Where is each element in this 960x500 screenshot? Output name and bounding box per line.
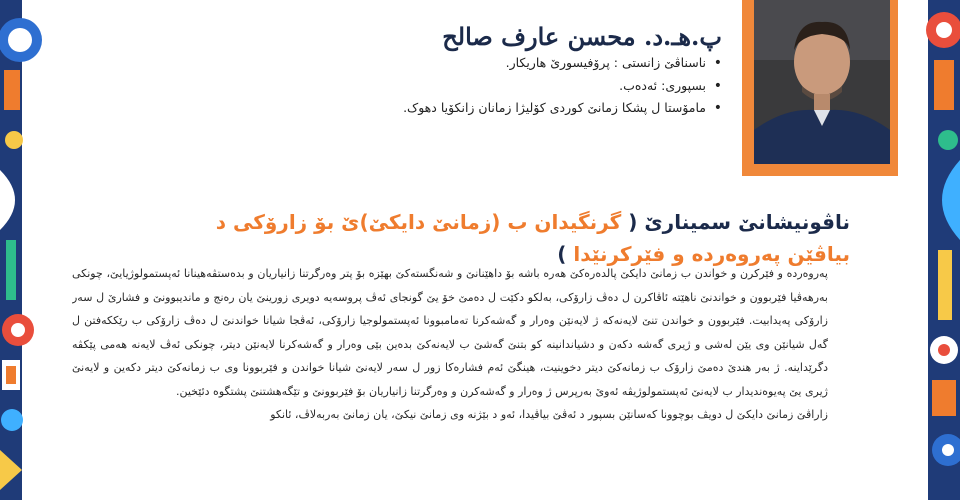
seminar-label: ناڤونیشانێ سمینارێ xyxy=(644,210,850,234)
bio-item-title: • ناسناڤێ زانستی : پرۆفیسورێ هاریکار. xyxy=(302,52,722,75)
right-decorative-border xyxy=(904,0,960,500)
portrait-photo xyxy=(754,0,890,164)
seminar-body xyxy=(72,262,828,500)
seminar-close-paren: ) xyxy=(557,242,567,266)
seminar-open-paren: ( xyxy=(628,210,638,234)
left-decorative-border xyxy=(0,0,56,500)
bio-item-position: • مامۆستا ل پشکا زمانێ کوردی کۆلیژا زمانان زانکۆیا دهوک. xyxy=(302,97,722,120)
bio-item-specialty: • بسپوری: ئەدەب. xyxy=(302,75,722,98)
bio-list xyxy=(302,52,722,120)
professor-name: پ.هـ.د. محسن عارف صالح xyxy=(442,22,722,51)
portrait-frame xyxy=(742,0,898,176)
body-paragraph: زاراڤێ زمانێ دایکێ ل دویڤ بوچوونا کەسانێن بسپور د ئەڤێ بیاڤیدا، ئەو د بێژنە وی زمانێ نیکێ، یان زمانێ بەربەلاڤ، ئانکو xyxy=(270,408,828,421)
body-paragraph: پەروەردە و فێرکرن و خواندن ب زمانێ دایکێ پالدەرەکێ هەرە باشە بۆ داهێنانێ و شەنگستەکێ بهێزە بۆ پتر وەرگرتنا زانیاریان و بدەستڤەهینانا ئەپستمولوژیایێ، چونکی بەرهەڤیا فێربوون و خواندنێ ناهێتە ئاڤاکرن ل دەڤ زارۆکی، بەلکو دکێت ل دەمێ خۆ یێ گونجای ئەڤ پروسەیە دویرى زورینێ یان رەنج و ماندیبوونێ و فشارێ ل سەر زارۆکی پەیدابیت. فێربوون و خواندن تنێ لایەنەکە ژ لایەنێن وەرار و گەشەکرنا تەمامبوونا ئەپستمولوجیا زارۆکی، ئەڤجا شیانا خواندنێ ل دەڤ زارۆکی ب رێککەفتن ل گەل شیانێن وی یێن لەشی و ژیرى گەشە دکەن و دشیاندانینە کو بتنێ گەشێ ب لایەنەکێ بدەین بێی وەرار و گەشەکرنا لایەنێن دیتر، چونکی ئەڤ لایەنە هەمی پێکڤە دگرێداینە. ژ بەر هندێ دەمێ زارۆک ب زمانەکێ دیتر دخوینیت، هینگێ ئەم فشارەکا زور ل سەر لایەنێ شیانا خواندن و فێربوونا وی ب زمانەکێ دیتر دکەین و لایەنێ ژیرى یێ پەیوەندیدار ب لایەنێ ئەپستمولوژیڤە ئەوێ بەرپرس ژ وەرار و گەشەکرن و وەرگرتنا زانیاریان بۆ فێربوونێ و تێگەهشتنێ پشتگوە دئێخین. xyxy=(72,267,828,398)
seminar-title xyxy=(170,206,850,270)
seminar-topic: گرنگیدان ب (زمانێ دایکێ)ێ بۆ زارۆکی د بیاڤێن پەروەردە و فێرکرنێدا xyxy=(215,210,850,266)
